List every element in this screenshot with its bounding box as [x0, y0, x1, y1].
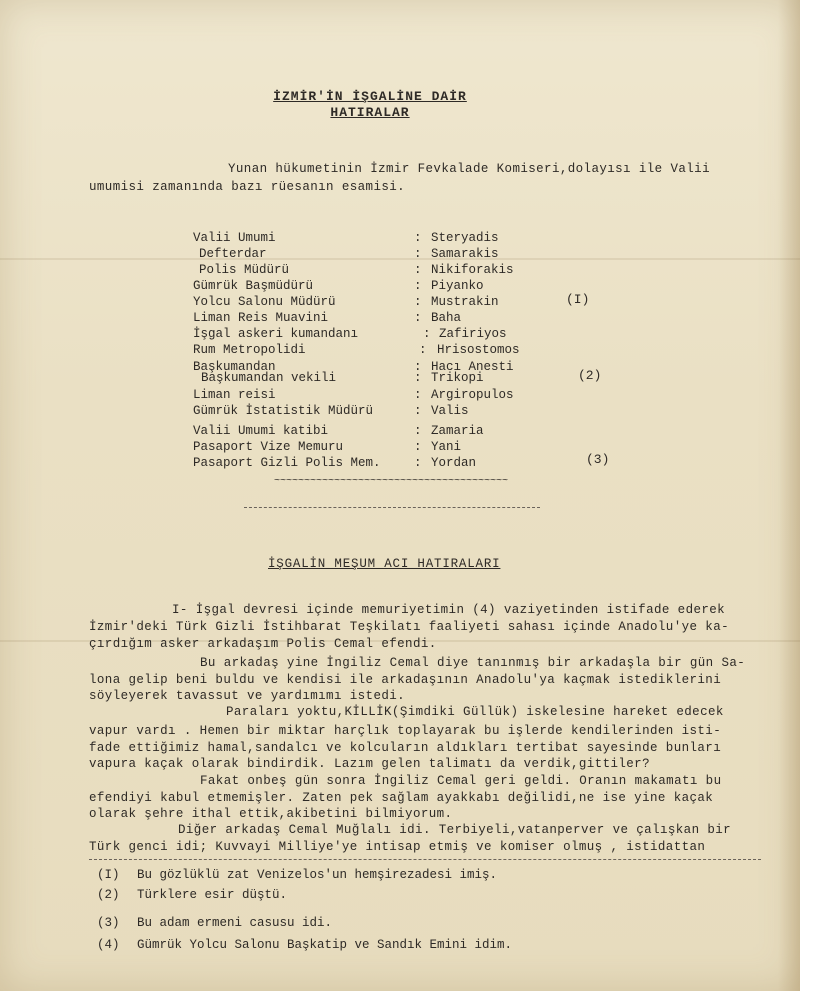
official-role: Pasaport Vize Memuru — [193, 440, 344, 454]
body-line: Diğer arkadaş Cemal Muğlalı idi. Terbiyeli,vatanperver ve çalışkan bir — [178, 823, 732, 837]
official-colon: : — [414, 360, 422, 374]
official-role: Başkumandan vekili — [201, 371, 337, 385]
official-colon: : — [414, 263, 422, 277]
paper-fold-line — [0, 258, 800, 260]
footnote-number: (3) — [97, 916, 120, 930]
official-role: Valii Umumi katibi — [193, 424, 329, 438]
official-role: Başkumandan — [193, 360, 276, 374]
official-role: Pasaport Gizli Polis Mem. — [193, 456, 381, 470]
separator-rule — [244, 507, 540, 508]
reference-mark: (I) — [566, 292, 590, 307]
body-line: olarak şehre ithal ettik,akibetini bilmiyorum. — [89, 807, 453, 821]
official-colon: : — [419, 343, 427, 357]
paper-edge-shadow — [778, 0, 800, 991]
official-role: Liman reisi — [193, 388, 276, 402]
body-line: efendiyi kabul etmemişler. Zaten pek sağlam ayakkabı değilidi,ne ise yine kaçak — [89, 791, 714, 805]
footnote-text: Türklere esir düştü. — [137, 888, 288, 902]
official-role: Gümrük İstatistik Müdürü — [193, 404, 374, 418]
official-role: Liman Reis Muavini — [193, 311, 329, 325]
official-name: Samarakis — [431, 247, 499, 261]
body-line: I- İşgal devresi içinde memuriyetimin (4) vaziyetinden istifade ederek — [172, 603, 726, 617]
official-colon: : — [414, 404, 422, 418]
official-name: Baha — [431, 311, 462, 325]
official-colon: : — [414, 456, 422, 470]
official-role: İşgal askeri kumandanı — [193, 327, 359, 341]
footnote-text: Bu gözlüklü zat Venizelos'un hemşirezadesi imiş. — [137, 868, 498, 882]
footnote-rule — [89, 859, 761, 860]
official-name: Hacı Anesti — [431, 360, 514, 374]
official-role: Rum Metropolidi — [193, 343, 306, 357]
official-colon: : — [414, 247, 422, 261]
intro-line-1: Yunan hükumetinin İzmir Fevkalade Komiseri,dolayısı ile Valii — [228, 162, 710, 176]
official-colon: : — [414, 295, 422, 309]
official-colon: : — [414, 279, 422, 293]
official-role: Polis Müdürü — [199, 263, 290, 277]
intro-line-2: umumisi zamanında bazı rüesanın esamisi. — [89, 180, 406, 194]
body-line: Bu arkadaş yine İngiliz Cemal diye tanınmış bir arkadaşla bir gün Sa- — [200, 656, 746, 670]
official-name: Trikopi — [431, 371, 484, 385]
official-name: Yordan — [431, 456, 477, 470]
footnote-text: Gümrük Yolcu Salonu Başkatip ve Sandık Emini idim. — [137, 938, 513, 952]
section-title: İŞGALİN MEŞUM ACI HATIRALARI — [268, 557, 501, 571]
official-name: Mustrakin — [431, 295, 499, 309]
official-role: Valii Umumi — [193, 231, 276, 245]
official-colon: : — [423, 327, 431, 341]
official-name: Zamaria — [431, 424, 484, 438]
official-role: Gümrük Başmüdürü — [193, 279, 314, 293]
body-line: çırdığım asker arkadaşım Polis Cemal efendi. — [89, 637, 437, 651]
official-colon: : — [414, 388, 422, 402]
official-name: Valis — [431, 404, 469, 418]
footnote-number: (4) — [97, 938, 120, 952]
official-role: Yolcu Salonu Müdürü — [193, 295, 336, 309]
official-name: Argiropulos — [431, 388, 514, 402]
body-line: lona gelip beni buldu ve kendisi ile arkadaşının Anadolu'ya kaçmak istediklerini — [89, 673, 722, 687]
official-name: Yani — [431, 440, 462, 454]
body-line: vapura kaçak olarak bindirdik. Lazım gelen talimatı da verdik,gittiler? — [89, 757, 650, 771]
official-role: Defterdar — [199, 247, 267, 261]
body-line: İzmir'deki Türk Gizli İstihbarat Teşkilatı faaliyeti sahası içinde Anadolu'ye ka- — [89, 620, 729, 634]
document-title-line1: İZMİR'İN İŞGALİNE DAİR — [273, 89, 467, 104]
official-name: Piyanko — [431, 279, 484, 293]
body-line: Türk genci idi; Kuvvayi Milliye'ye intisap etmiş ve komiser olmuş , istidattan — [89, 840, 706, 854]
body-line: vapur vardı . Hemen bir miktar harçlık toplayarak bu işlerde kendilerinden isti- — [89, 724, 722, 738]
wavy-separator: ~~~~~~~~~~~~~~~~~~~~~~~~~~~~~~~~~~~~~~~ — [274, 476, 509, 487]
body-line: söyleyerek tavassut ve yardımımı istedi. — [89, 689, 406, 703]
footnote-number: (2) — [97, 888, 120, 902]
official-colon: : — [414, 371, 422, 385]
official-name: Steryadis — [431, 231, 499, 245]
reference-mark: (2) — [578, 368, 602, 383]
footnote-number: (I) — [97, 868, 120, 882]
official-colon: : — [414, 311, 422, 325]
official-name: Hrisostomos — [437, 343, 520, 357]
footnote-text: Bu adam ermeni casusu idi. — [137, 916, 333, 930]
document-title-line2: HATIRALAR — [330, 105, 410, 120]
official-colon: : — [414, 231, 422, 245]
official-name: Zafiriyos — [439, 327, 507, 341]
body-line: Paraları yoktu,KİLLİK(Şimdiki Güllük) iskelesine hareket edecek — [226, 705, 724, 719]
official-colon: : — [414, 440, 422, 454]
official-colon: : — [414, 424, 422, 438]
body-line: Fakat onbeş gün sonra İngiliz Cemal geri geldi. Oranın makamatı bu — [200, 774, 722, 788]
reference-mark: (3) — [586, 452, 610, 467]
official-name: Nikiforakis — [431, 263, 514, 277]
body-line: fade ettiğimiz hamal,sandalcı ve kolcuların aldıkları tertibat sayesinde bunları — [89, 741, 722, 755]
